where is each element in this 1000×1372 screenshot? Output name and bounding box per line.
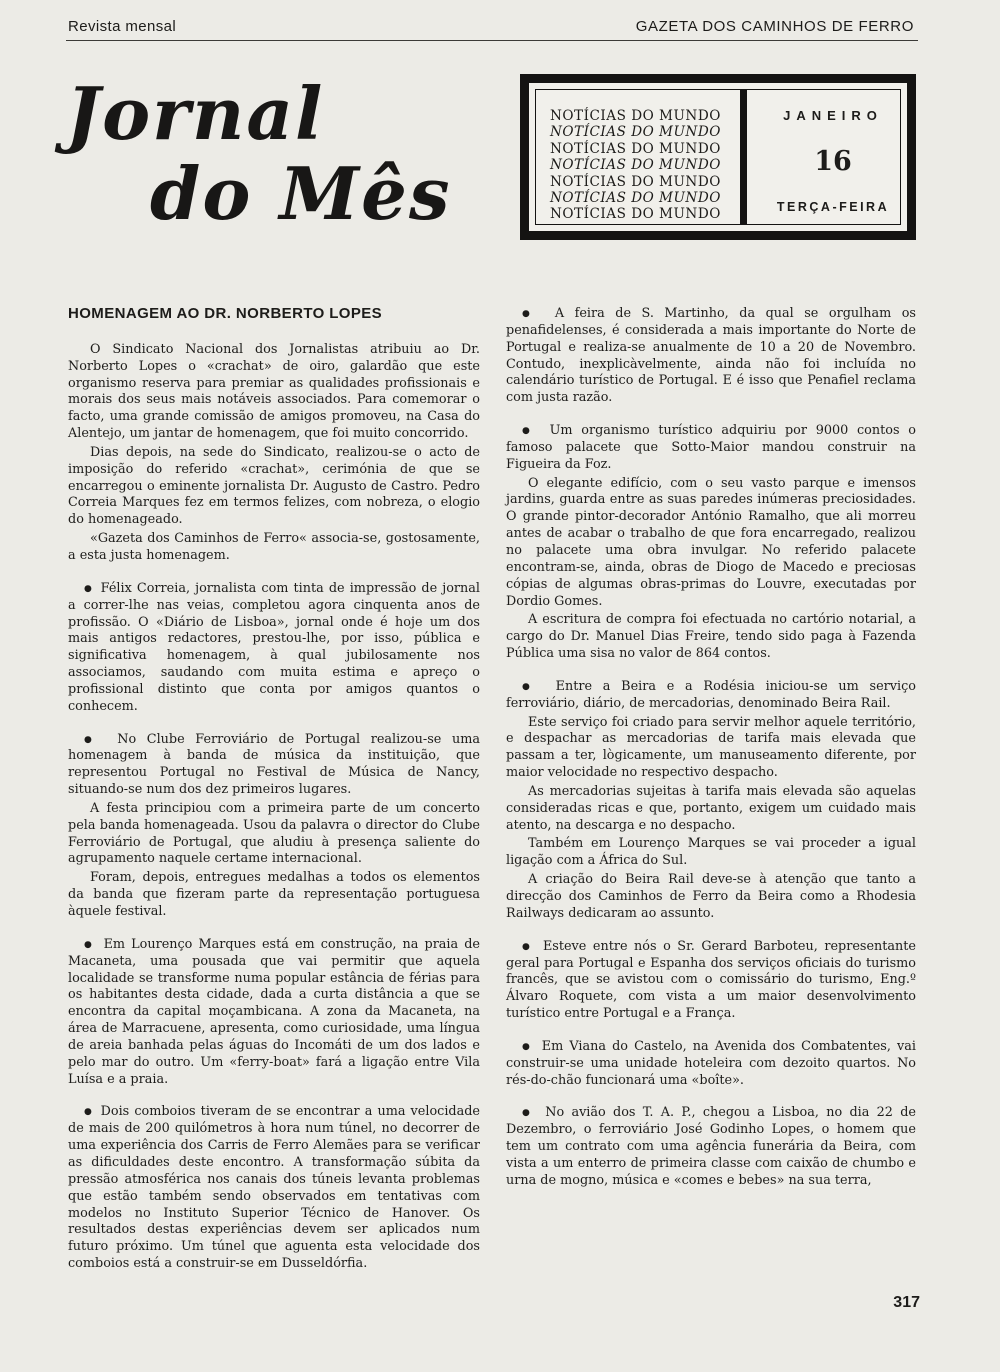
news-line: NOTÍCIAS DO MUNDO (550, 108, 721, 124)
article-paragraph: Dias depois, na sede do Sindicato, realizou-se o acto de imposição do referido «crachat», cerimónia de que se encarregou o eminente jornalista Dr. Augusto de Castro. Pedro Correia Marques fez em termos felizes, com nobreza, o elogio do homenageado. (68, 444, 480, 528)
header-publication-name: GAZETA DOS CAMINHOS DE FERRO (635, 18, 914, 35)
news-lines (550, 108, 721, 223)
article-paragraph: A criação do Beira Rail deve-se à atenção que tanto a direcção dos Caminhos de Ferro da Beira como a Rhodesia Railways dedicaram ao assunto. (506, 872, 916, 921)
date-month: JANEIRO (783, 108, 883, 123)
date-weekday: TERÇA-FEIRA (776, 200, 890, 214)
news-line: NOTÍCIAS DO MUNDO (550, 124, 721, 141)
masthead-inner-frame (535, 89, 901, 225)
news-line: NOTÍCIAS DO MUNDO (550, 173, 721, 190)
news-item: ● No avião dos T. A. P., chegou a Lisboa, no dia 22 de Dezembro, o ferroviário José Godinho Lopes, o homem que tem um contrato com uma agência funerária da Beira, com vista a um enterro de primeira classe com caixão de chumbo e urna de mogno, música e «comes e bebes» na sua terra, (506, 1105, 916, 1189)
article-heading: HOMENAGEM AO DR. NORBERTO LOPES (68, 305, 383, 322)
article-paragraph: «Gazeta dos Caminhos de Ferro« associa-se, gostosamente, a esta justa homenagem. (68, 531, 480, 563)
masthead-separator (740, 90, 747, 224)
news-item: ● Esteve entre nós o Sr. Gerard Barboteu, representante geral para Portugal e Espanha dos serviços oficiais do turismo francês, que se avistou com o comissário do turismo, Eng.º Álvaro Roquete, com vista a um maior desenvolvimento turístico entre Portugal e a França. (506, 939, 916, 1023)
header-publication-type: Revista mensal (68, 18, 177, 35)
page-number: 317 (893, 1294, 920, 1311)
news-line: NOTÍCIAS DO MUNDO (550, 206, 721, 223)
article-paragraph: O Sindicato Nacional dos Jornalistas atribuiu ao Dr. Norberto Lopes o «crachat» de oiro, galardão que este organismo reserva para premiar as qualidades profissionais e morais dos seus mais notáveis associados. Para comemorar o facto, uma grande comissão de amigos promoveu, na Casa do Alentejo, um jantar de homenagem, que foi muito concorrido. (68, 341, 480, 442)
news-item: ● Entre a Beira e a Rodésia iniciou-se um serviço ferroviário, diário, de mercadorias, denominado Beira Rail. (506, 679, 916, 713)
news-item: ● Em Lourenço Marques está em construção, na praia de Macaneta, uma pousada que vai permitir que aquela localidade se transforme numa popular estância de férias para os habitantes desta cidade, dada a curta distância a que se encontra da capital moçambicana. A zona da Macaneta, na área de Marracuene, apresenta, como curiosidade, uma língua de areia banhada pelas águas do Incomáti de um dos lados e pelo mar do outro. Um «ferry-boat» fará a ligação entre Vila Luísa e a praia. (68, 937, 480, 1089)
article-paragraph: Este serviço foi criado para servir melhor aquele território, e despachar as mercadorias de tarifa mais elevada que passam a ter, lògicamente, um manuseamento diferente, por maior velocidade no respectivo despacho. (506, 714, 916, 781)
article-paragraph: O elegante edifício, com o seu vasto parque e imensos jardins, guarda entre as suas paredes inúmeras preciosidades. O grande pintor-decorador António Ramalho, que ali morreu antes de acabar o trabalho de que fora encarregado, realizou no palacete uma obra invulgar. No referido palacete encontram-se, ainda, obras de Diogo de Macedo e preciosas cópias de algumas obras-primas do Louvre, executadas por Dordio Gomes. (506, 475, 916, 609)
right-column (506, 306, 916, 1192)
section-title-line2: do Mês (150, 151, 452, 236)
news-item: ● A feira de S. Martinho, da qual se orgulham os penafidelenses, é considerada a mais importante do Norte de Portugal e realiza-se anualmente de 10 a 20 de Novembro. Contudo, inexplicàvelmente, ainda não foi incluída no calendário turístico de Portugal. E é isso que Penafiel reclama com justa razão. (506, 306, 916, 407)
article-paragraph: A escritura de compra foi efectuada no cartório notarial, a cargo do Dr. Manuel Dias Freire, tendo sido paga à Fazenda Pública uma sisa no valor de 864 contos. (506, 612, 916, 662)
date-day: 16 (814, 146, 852, 177)
article-paragraph: Foram, depois, entregues medalhas a todos os elementos da banda que fizeram parte da representação portuguesa àquele festival. (68, 870, 480, 919)
news-item: ● Dois comboios tiveram de se encontrar a uma velocidade de mais de 200 quilómetros à hora num túnel, no decorrer de uma experiência dos Carris de Ferro Alemães para se verificar as dificuldades deste encontro. A transformação súbita da pressão atmosférica nos canais dos túneis levanta problemas que estão também sendo observados em tentativas com modelos no Instituto Superior Técnico de Hanover. Os resultados destas experiências devem ser aplicados num futuro próximo. Um túnel que aguenta esta velocidade dos comboios está a construir-se em Dusseldórfia. (68, 1104, 480, 1272)
news-item: ● No Clube Ferroviário de Portugal realizou-se uma homenagem à banda de música da instituição, que representou Portugal no Festival de Música de Nancy, situando-se num dos dez primeiros lugares. (68, 732, 480, 799)
news-item: ● Em Viana do Castelo, na Avenida dos Combatentes, vai construir-se uma unidade hoteleira com dezoito quartos. No rés-do-chão funcionará uma «boîte». (506, 1039, 916, 1090)
news-line: NOTÍCIAS DO MUNDO (550, 157, 721, 174)
left-column (68, 306, 480, 1275)
news-item: ● Félix Correia, jornalista com tinta de impressão de jornal a correr-lhe nas veias, completou agora cinquenta anos de profissão. O «Diário de Lisboa», jornal onde é hoje um dos mais antigos redactores, prestou-lhe, por isso, pública e significativa homenagem, à qual jubilosamente nos associamos, saudando com muita estima e apreço o profissional distinto que conta por amigos quantos o conhecem. (68, 581, 480, 716)
news-line: NOTÍCIAS DO MUNDO (550, 190, 721, 207)
masthead-box (520, 74, 916, 240)
article-paragraph: Também em Lourenço Marques se vai proceder a igual ligação com a África do Sul. (506, 836, 916, 869)
header-rule (66, 40, 918, 41)
article-paragraph: As mercadorias sujeitas à tarifa mais elevada são aquelas consideradas ricas e que, portanto, exigem um cuidado mais atento, na descarga e no despacho. (506, 783, 916, 833)
news-line: NOTÍCIAS DO MUNDO (550, 140, 721, 157)
article-paragraph: A festa principiou com a primeira parte de um concerto pela banda homenageada. Usou da palavra o director do Clube Ferroviário de Portugal, que aludiu à presença saliente do agrupamento naquele certame internacional. (68, 800, 480, 867)
section-title-line1: Jornal (66, 71, 325, 156)
news-item: ● Um organismo turístico adquiriu por 9000 contos o famoso palacete que Sotto-Maior mandou construir na Figueira da Foz. (506, 423, 916, 474)
